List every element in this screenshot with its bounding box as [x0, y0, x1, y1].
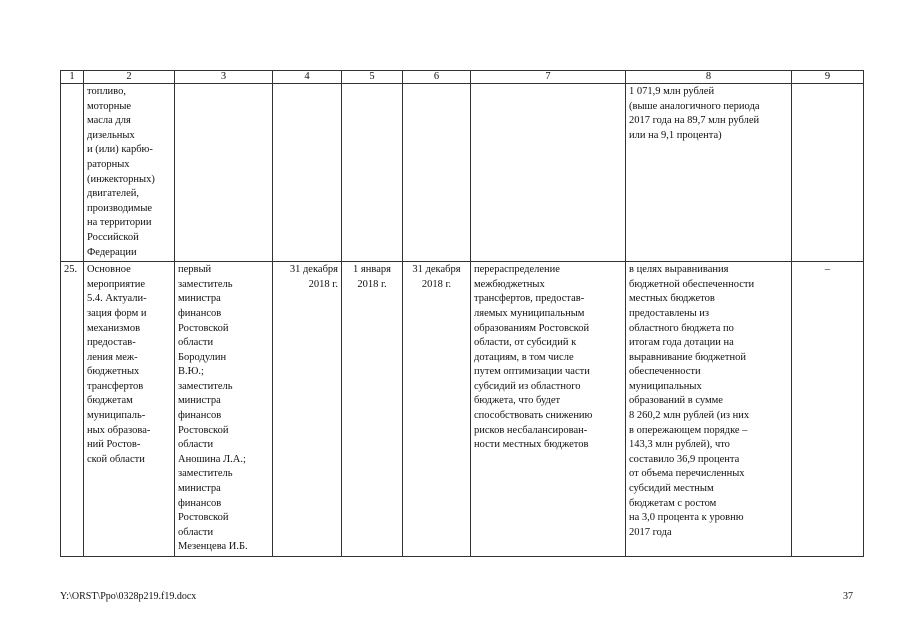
- col4-cell: 31 декабря 2018 г.: [273, 262, 342, 557]
- header-col-3: 3: [175, 71, 273, 84]
- col9-cell: [792, 84, 864, 262]
- footer-file-path: Y:\ORST\Ppo\0328p219.f19.docx: [60, 591, 197, 602]
- row-number-cell: 25.: [61, 262, 84, 557]
- table-row: [61, 262, 864, 557]
- actual-result-cell: в целях выравнивания бюджетной обеспеченности местных бюджетов предоставлены из областного бюджета по итогам года дотации на выравнивание бюджетной обеспеченности муниципальных образований в сумме 8 260,2 млн рублей (из них в опережающем порядке – 143,3 млн рублей), что составило 36,9 процента от объема перечисленных субсидий местным бюджетам с ростом на 3,0 процента к уровню 2017 года: [626, 262, 792, 557]
- measure-cell: топливо, моторные масла для дизельных и (или) карбю- раторных (инжекторных) двигателей, производимые на территории Российской Федерации: [84, 84, 175, 262]
- page-number: 37: [843, 591, 853, 602]
- report-table: [60, 70, 864, 557]
- expected-result-cell: перераспределение межбюджетных трансфертов, предостав- ляемых муниципальным образованиям Ростовской области, от субсидий к дотациям, в том числе путем оптимизации части субсидий из областного бюджета, что будет способствовать снижению рисков несбалансирован- ности местных бюджетов: [471, 262, 626, 557]
- table-row: [61, 84, 864, 262]
- col5-cell: [342, 84, 403, 262]
- row-number-cell: [61, 84, 84, 262]
- actual-result-cell: 1 071,9 млн рублей (выше аналогичного периода 2017 года на 89,7 млн рублей или на 9,1 процента): [626, 84, 792, 262]
- header-col-1: 1: [61, 71, 84, 84]
- expected-result-cell: [471, 84, 626, 262]
- header-col-7: 7: [471, 71, 626, 84]
- column-number-header-row: [61, 71, 864, 84]
- header-col-8: 8: [626, 71, 792, 84]
- col6-cell: 31 декабря 2018 г.: [403, 262, 471, 557]
- responsible-cell: [175, 84, 273, 262]
- col5-cell: 1 января 2018 г.: [342, 262, 403, 557]
- header-col-4: 4: [273, 71, 342, 84]
- measure-cell: Основное мероприятие 5.4. Актуали- зация форм и механизмов предостав- ления меж- бюджетных трансфертов бюджетам муниципаль- ных образова- ний Ростов- ской области: [84, 262, 175, 557]
- header-col-5: 5: [342, 71, 403, 84]
- col6-cell: [403, 84, 471, 262]
- col4-cell: [273, 84, 342, 262]
- responsible-cell: первый заместитель министра финансов Ростовской области Бородулин В.Ю.; заместитель министра финансов Ростовской области Аношина Л.А.; заместитель министра финансов Ростовской области Мезенцева И.Б.: [175, 262, 273, 557]
- header-col-9: 9: [792, 71, 864, 84]
- header-col-2: 2: [84, 71, 175, 84]
- col9-cell: –: [792, 262, 864, 557]
- header-col-6: 6: [403, 71, 471, 84]
